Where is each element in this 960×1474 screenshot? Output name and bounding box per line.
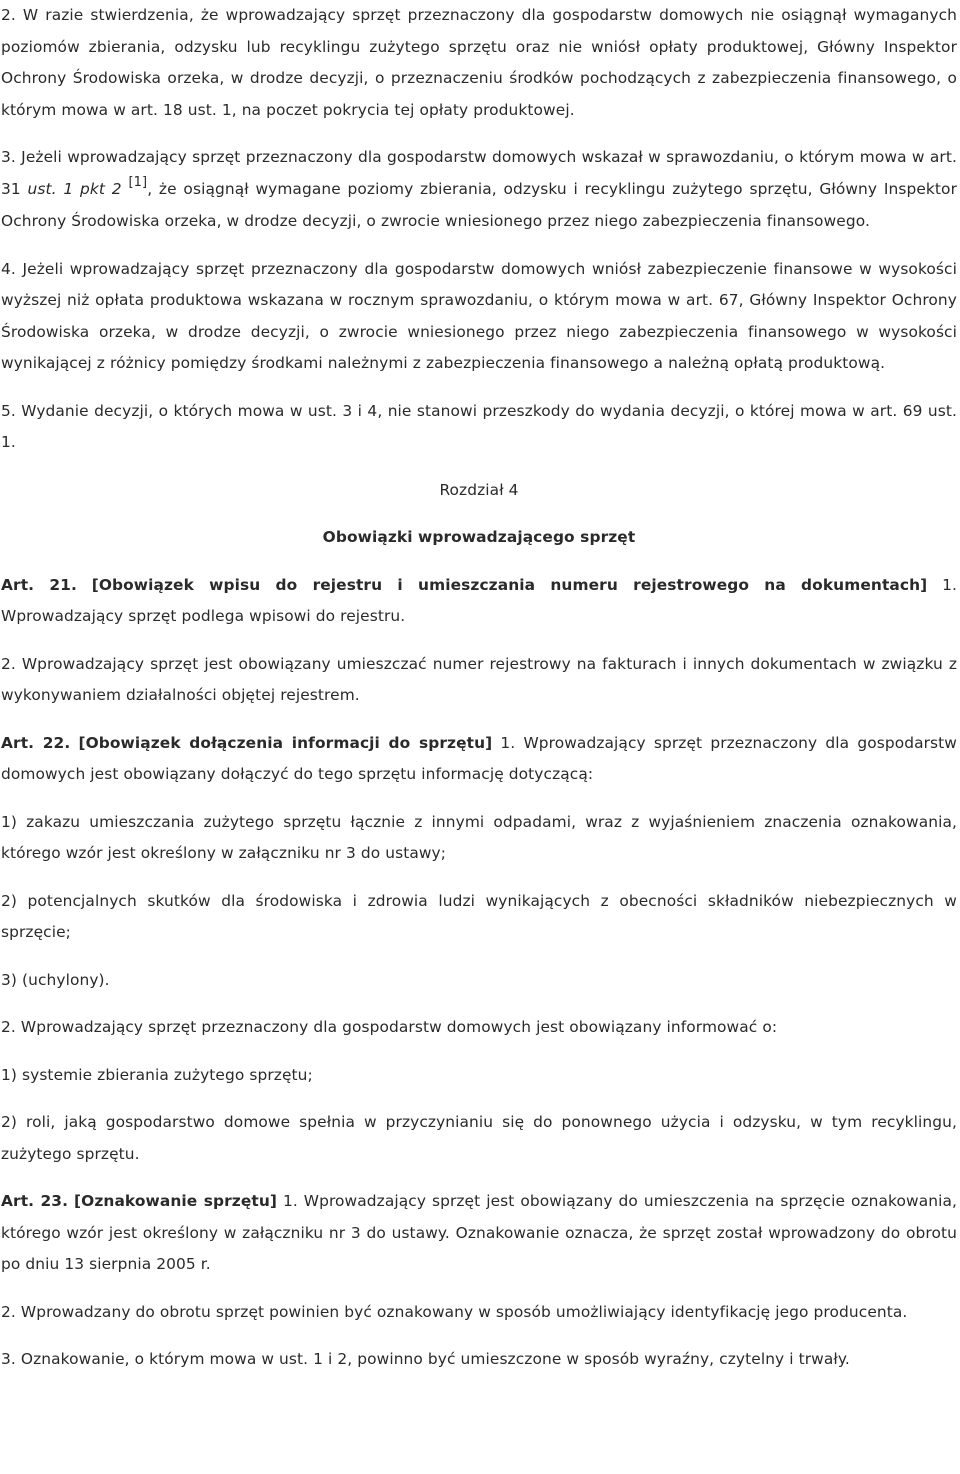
- article-21-text-1: 1. Wprowadzający sprzęt podlega wpisowi do rejestru.: [1, 575, 957, 625]
- article-22-title: [Obowiązek dołączenia informacji do sprzętu]: [78, 733, 493, 752]
- article-21-title: [Obowiązek wpisu do rejestru i umieszczania numeru rejestrowego na dokumentach]: [91, 575, 928, 594]
- article-22-subitem-1: 1) systemie zbierania zużytego sprzętu;: [1, 1065, 313, 1084]
- article-23-text-1: 1. Wprowadzający sprzęt jest obowiązany do umieszczenia na sprzęcie oznakowania, którego wzór jest określony w załączniku nr 3 do ustawy. Oznakowanie oznacza, że sprzęt został wprowadzony do obrotu po dniu 13 sierpnia 2005 r.: [1, 1192, 957, 1273]
- paragraph-ust-2: 2. W razie stwierdzenia, że wprowadzający sprzęt przeznaczony dla gospodarstw domowych nie osiągnął wymaganych poziomów zbierania, odzysku lub recyklingu zużytego sprzętu oraz nie wniósł opłaty produktowej, Główny Inspektor Ochrony Środowiska orzeka, w drodze decyzji, o przeznaczeniu środków pochodzących z zabezpieczenia finansowego, o którym mowa w art. 18 ust. 1, na poczet pokrycia tej opłaty produktowej.: [1, 6, 957, 119]
- paragraph-ust-3-text-b: , że osiągnął wymagane poziomy zbierania, odzysku i recyklingu zużytego sprzętu, Główny Inspektor Ochrony Środowiska orzeka, w drodze decyzji, o zwrocie wniesionego przez niego zabezpieczenia finansowego.: [1, 179, 958, 230]
- article-22-number: Art. 22.: [1, 733, 71, 752]
- article-22-paragraph-1: [0, 728, 960, 791]
- article-23-title: [Oznakowanie sprzętu]: [74, 1192, 278, 1210]
- footnote-reference[interactable]: [1]: [128, 174, 148, 190]
- paragraph-ust-3: [0, 142, 960, 238]
- article-22-item-3: 3) (uchylony).: [1, 970, 110, 989]
- article-23-paragraph-1: [0, 1186, 960, 1281]
- paragraph-ust-4: 4. Jeżeli wprowadzający sprzęt przeznaczony dla gospodarstw domowych wniósł zabezpieczenie finansowe w wysokości wyższej niż opłata produktowa wskazana w rocznym sprawozdaniu, o którym mowa w art. 67, Główny Inspektor Ochrony Środowiska orzeka, w drodze decyzji, o zwrocie wniesionego przez niego zabezpieczenia finansowego w wysokości wynikającej z różnicy pomiędzy środkami należnymi z zabezpieczenia finansowego a należną opłatą produktową.: [1, 259, 957, 372]
- article-22-item-2: 2) potencjalnych skutków dla środowiska i zdrowia ludzi wynikających z obecności składników niebezpiecznych w sprzęcie;: [1, 891, 957, 941]
- article-22-item-1: 1) zakazu umieszczania zużytego sprzętu łącznie z innymi odpadami, wraz z wyjaśnieniem znaczenia oznakowania, którego wzór jest określony w załączniku nr 3 do ustawy;: [1, 812, 957, 862]
- article-21-number: Art. 21.: [1, 575, 77, 594]
- article-21-paragraph-2: 2. Wprowadzający sprzęt jest obowiązany umieszczać numer rejestrowy na fakturach i innych dokumentach w związku z wykonywaniem działalności objętej rejestrem.: [1, 654, 957, 704]
- article-23-paragraph-3: 3. Oznakowanie, o którym mowa w ust. 1 i 2, powinno być umieszczone w sposób wyraźny, czytelny i trwały.: [1, 1350, 850, 1368]
- paragraph-ust-5: 5. Wydanie decyzji, o których mowa w ust. 3 i 4, nie stanowi przeszkody do wydania decyzji, o której mowa w art. 69 ust. 1.: [1, 401, 957, 451]
- paragraph-ust-3-italic: ust. 1 pkt 2: [27, 179, 122, 198]
- article-21-paragraph-1: [0, 570, 960, 633]
- article-23-paragraph-2: 2. Wprowadzany do obrotu sprzęt powinien być oznakowany w sposób umożliwiający identyfikację jego producenta.: [1, 1302, 908, 1321]
- article-22-paragraph-2: 2. Wprowadzający sprzęt przeznaczony dla gospodarstw domowych jest obowiązany informować o:: [1, 1018, 778, 1036]
- article-22-text-1: 1. Wprowadzający sprzęt przeznaczony dla gospodarstw domowych jest obowiązany dołączyć do tego sprzętu informację dotyczącą:: [1, 733, 957, 783]
- paragraph-ust-3-text-a: 3. Jeżeli wprowadzający sprzęt przeznaczony dla gospodarstw domowych wskazał w sprawozdaniu, o którym mowa w art. 31: [1, 148, 957, 198]
- chapter-label: Rozdział 4: [439, 480, 519, 499]
- article-23-number: Art. 23.: [1, 1192, 69, 1210]
- chapter-title: Obowiązki wprowadzającego sprzęt: [322, 528, 636, 546]
- article-22-subitem-2: 2) roli, jaką gospodarstwo domowe spełnia w przyczynianiu się do ponownego użycia i odzysku, w tym recyklingu, zużytego sprzętu.: [1, 1113, 957, 1163]
